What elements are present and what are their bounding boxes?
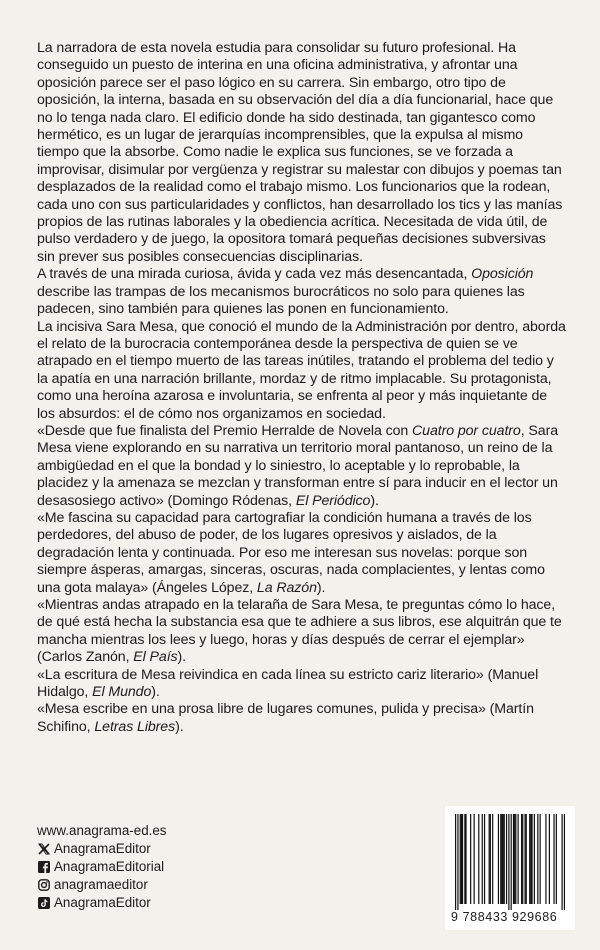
synopsis-paragraph	[37, 701, 567, 736]
barcode-bar	[461, 814, 462, 904]
barcode-bar	[515, 814, 516, 904]
social-facebook[interactable]	[37, 858, 167, 876]
text-run: ).	[175, 718, 184, 735]
barcode-bar	[501, 814, 502, 904]
social-handle-x: AnagramaEditor	[54, 841, 151, 856]
website-link[interactable]	[37, 822, 167, 840]
italic-title: Oposición	[471, 266, 534, 283]
italic-title: El País	[133, 649, 178, 666]
barcode-bar	[562, 814, 563, 910]
synopsis-paragraph	[37, 40, 567, 266]
barcode-digits: 9 788433 929686	[451, 910, 558, 924]
synopsis-paragraph	[37, 667, 567, 702]
social-handle-facebook: AnagramaEditorial	[54, 859, 165, 874]
isbn-barcode	[445, 806, 575, 930]
barcode-bar	[564, 814, 565, 910]
barcode-bar	[474, 814, 475, 904]
facebook-icon	[37, 861, 50, 874]
italic-title: El Periódico	[295, 492, 371, 509]
tiktok-icon	[37, 897, 50, 910]
text-run: «Mientras andas atrapado en la telaraña de Sara Mesa, te preguntas cómo lo hace, de qué está hecha la substancia esa que te adhiere a sus libros, ese alquitrán que te mancha mientras los lees y luego, horas y días después de cerrar el ejemplar» (Carlos Zanón,	[37, 597, 562, 666]
text-run: La incisiva Sara Mesa, que conoció el mundo de la Administración por dentro, aborda el relato de la burocracia contemporánea desde la perspectiva de quien se ve atrapado en el tiempo muerto de las tareas inútiles, tratando el problema del tedio y la apatía en una narración brillante, mordaz y de ritmo implacable. Su protagonista, como una heroína azarosa e involuntaria, se enfrenta al peor y más inquietante de los absurdos: el de cómo nos organizamos en sociedad.	[37, 318, 566, 422]
barcode-bar	[556, 814, 557, 904]
text-run: A través de una mirada curiosa, ávida y cada vez más desencantada,	[37, 266, 472, 283]
social-handle-instagram: anagramaeditor	[54, 877, 148, 892]
barcode-bar	[553, 814, 554, 904]
barcode-bar	[465, 814, 466, 904]
italic-title: Letras Libres	[94, 718, 176, 735]
barcode-bar	[534, 814, 535, 904]
synopsis-paragraph	[37, 597, 567, 667]
synopsis-paragraph	[37, 510, 567, 597]
barcode-bar	[521, 814, 522, 904]
barcode-bar	[506, 814, 507, 904]
text-run: «Desde que fue finalista del Premio Herralde de Novela con	[37, 422, 413, 439]
synopsis-text	[37, 40, 567, 736]
barcode-bar	[462, 814, 463, 904]
barcode-bar	[498, 814, 499, 904]
barcode-bar	[530, 814, 531, 904]
barcode-bar	[511, 814, 512, 910]
text-run: , Sara Mesa viene explorando en su narrativa un territorio moral pantanoso, un reino de la ambigüedad en el que la bondad y lo siniestro, lo aceptable y lo reprobable, la placidez y la amenaza se mezclan y transforman entre sí para inducir en el lector un desasosiego activo» (Domingo Ródenas,	[37, 422, 558, 509]
barcode-bar	[490, 814, 491, 904]
barcode-bar	[537, 814, 538, 904]
barcode-bar	[455, 814, 456, 910]
italic-title: La Razón	[256, 579, 317, 596]
social-handle-tiktok: AnagramaEditor	[54, 895, 151, 910]
text-run: La narradora de esta novela estudia para consolidar su futuro profesional. Ha conseguido un puesto de interina en una oficina administrativa, y afrontar una oposición parece ser el paso lógico en su carrera. Sin embargo, otro tipo de oposición, la interna, basada en su observación del día a día funcionarial, hace que no lo tenga nada claro. El edificio donde ha sido destinada, tan gigantesco como hermético, es un lugar de jerarquías incomprensibles, que la expulsa al mismo tiempo que la absorbe. Como nadie le explica sus funciones, se ve forzada a improvisar, disimular por vergüenza y registrar su malestar con dibujos y poemas tan desplazados de la realidad como el trabajo mismo. Los funcionarios que la rodean, cada uno con sus particularidades y conflictos, han desarrollado los tics y las manías propios de las rutinas laborales y la obediencia acrítica. Necesitada de vida útil, de pulso verdadero y de juego, la opositora tomará pequeñas decisiones subversivas sin prever sus posibles consecuencias disciplinarias.	[37, 40, 563, 265]
barcode-bar	[531, 814, 532, 904]
barcode-bar	[526, 814, 527, 904]
barcode-bar	[502, 814, 503, 904]
social-x[interactable]	[37, 840, 167, 858]
synopsis-paragraph	[37, 423, 567, 510]
barcode-bar	[540, 814, 541, 904]
barcode-bar	[508, 814, 509, 910]
barcode-bar	[513, 814, 514, 904]
text-run: describe las trampas de los mecanismos burocráticos no solo para quienes las padecen, sino también para quienes las ponen en funcionamiento.	[37, 283, 525, 318]
barcode-bar	[524, 814, 525, 904]
text-run: ).	[316, 579, 326, 596]
barcode-bar	[529, 814, 530, 904]
social-tiktok[interactable]	[37, 894, 167, 912]
barcode-bar	[492, 814, 493, 904]
text-run: «Mesa escribe en una prosa libre de lugares comunes, pulida y precisa» (Martín Schifino,	[37, 701, 534, 735]
footer-links	[37, 822, 167, 912]
barcode-bar	[518, 814, 519, 904]
barcode-bar	[464, 814, 465, 904]
text-run: ).	[151, 684, 160, 701]
website-url: www.anagrama-ed.es	[37, 823, 167, 838]
social-instagram[interactable]	[37, 876, 167, 894]
synopsis-paragraph	[37, 319, 567, 423]
barcode-bar	[549, 814, 550, 904]
italic-title: El Mundo	[92, 684, 152, 701]
instagram-icon	[37, 879, 50, 892]
barcode-bar	[482, 814, 483, 904]
x-logo-icon	[37, 843, 50, 856]
text-run: ).	[370, 492, 379, 509]
barcode-bar	[500, 814, 501, 904]
barcode-bars	[455, 814, 565, 910]
text-run: «Me fascina su capacidad para cartografiar la condición humana a través de los perdedores, del abuso de poder, de los lugares opresivos y aislados, de la degradación lenta y continuada. Por eso me interesan sus novelas: porque son siempre ásperas, amargas, sinceras, oscuras, nada complacientes, y lentas como una gota malaya» (Ángeles López,	[37, 509, 545, 596]
barcode-bar	[460, 814, 461, 904]
barcode-bar	[522, 814, 523, 904]
synopsis-paragraph	[37, 266, 567, 318]
barcode-bar	[457, 814, 458, 910]
text-run: «La escritura de Mesa reivindica en cada línea su estricto cariz literario» (Manuel Hidalgo,	[37, 666, 539, 701]
barcode-bar	[489, 814, 490, 904]
text-run: ).	[177, 649, 186, 666]
barcode-bar	[470, 814, 471, 904]
barcode-bar	[514, 814, 515, 904]
barcode-bar	[484, 814, 485, 904]
barcode-bar	[545, 814, 546, 904]
barcode-bar	[478, 814, 479, 904]
barcode-bar	[504, 814, 505, 904]
italic-title: Cuatro por cuatro	[412, 422, 521, 439]
